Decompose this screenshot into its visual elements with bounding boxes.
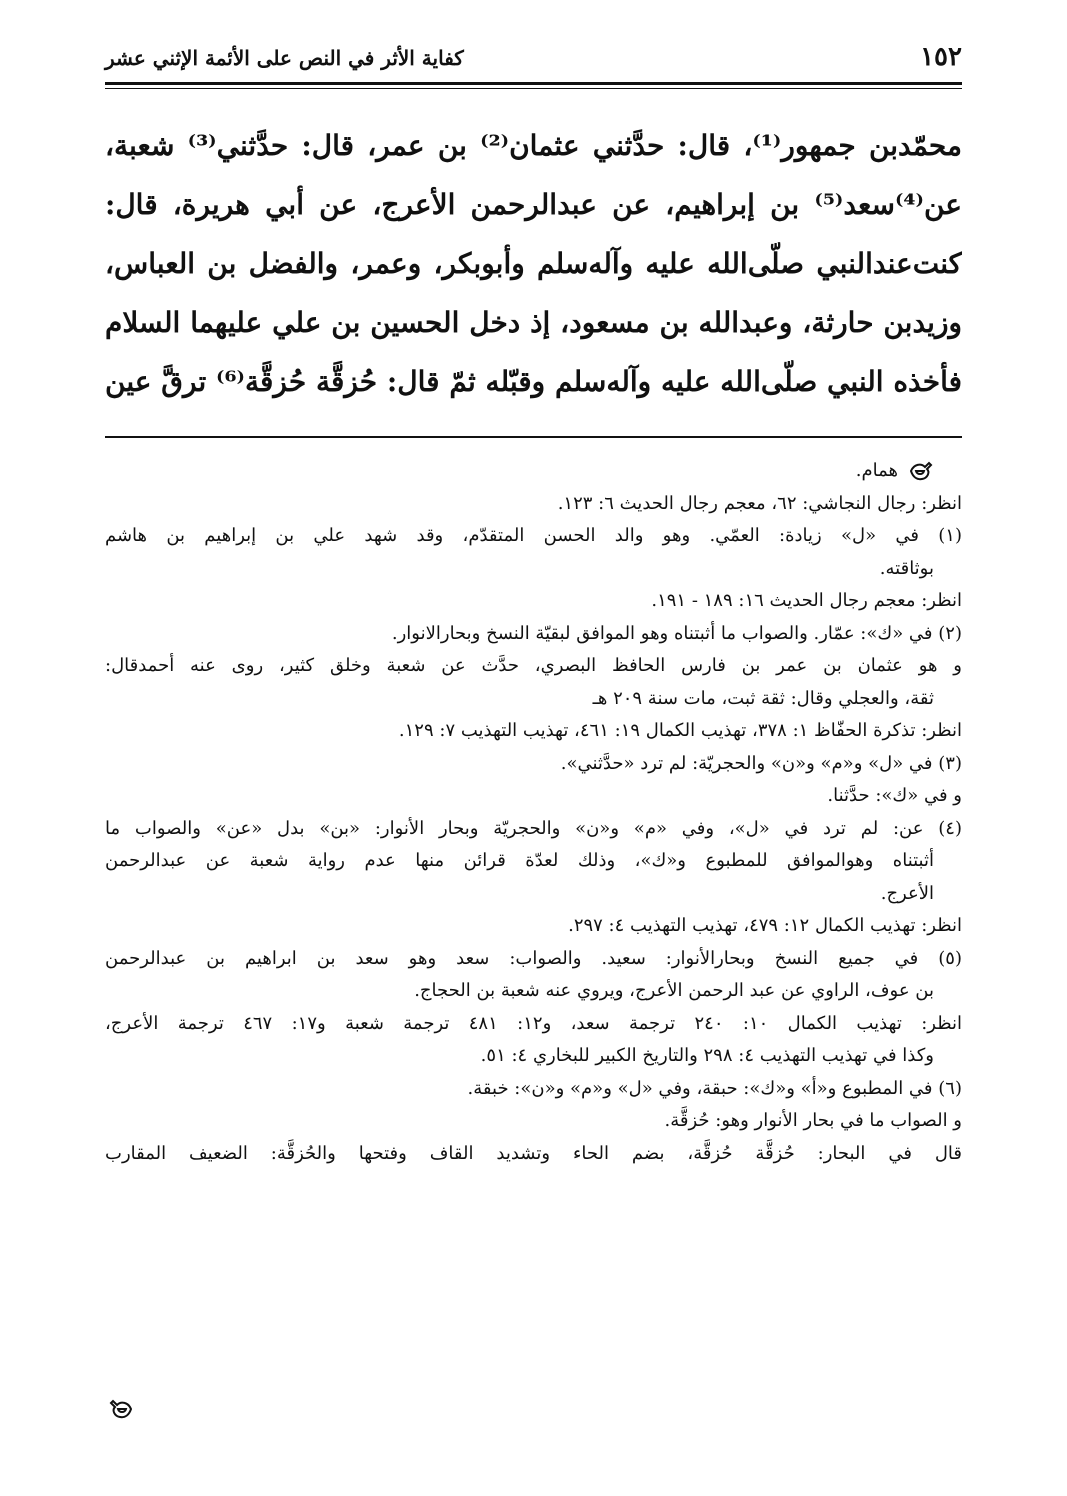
footnote-line: انظر: تذكرة الحفّاظ ١: ٣٧٨، تهذيب الكمال ١٩: ٤٦١، تهذيب التهذيب ٧: ١٢٩. [398, 720, 962, 741]
main-text-block [105, 120, 962, 415]
main-text-line: كنت‌عندالنبي صلّى‌الله عليه وآله‌سلم وأبوبكر، وعمر، والفضل بن العباس، [105, 247, 962, 280]
footnote-line: و الصواب ما في بحار الأنوار وهو: حُزقَّة. [664, 1110, 962, 1131]
footnote-line: (١) في «ل» زيادة: العمّي. وهو والد الحسن المتقدّم، وقد شهد علي بن إبراهيم بن هاشم [105, 525, 962, 546]
footnote-line: بن عوف، الراوي عن عبد الرحمن الأعرج، ويروي عنه شعبة بن الحجاج. [414, 980, 934, 1001]
footnote-line: أثبتناه وهوالموافق للمطبوع و«ك»، وذلك لعدّة قرائن منها عدم رواية شعبة عن عبدالرحمن [105, 850, 934, 871]
footnote-line: وكذا في تهذيب التهذيب ٤: ٢٩٨ والتاريخ الكبير للبخاري ٤: ٥١. [480, 1045, 934, 1066]
footnotes-block [105, 455, 962, 1170]
footnote-line: (٦) في المطبوع و«أ» و«ك»: حبقة، وفي «ل» و«م» و«ن»: خبقة. [467, 1077, 962, 1099]
footnote-line: انظر: تهذيب الكمال ١٠: ٢٤٠ ترجمة سعد، و١٢: ٤٨١ ترجمة شعبة و١٧: ٤٦٧ ترجمة الأعرج، [105, 1012, 962, 1034]
footnote-line: انظر: تهذيب الكمال ١٢: ٤٧٩، تهذيب التهذيب ٤: ٢٩٧. [568, 915, 962, 936]
header-rule-thin [105, 88, 962, 89]
footnote-separator [105, 436, 962, 438]
footnote-line: ثقة، والعجلي وقال: ثقة ثبت، مات سنة ٢٠٩ هـ [592, 687, 934, 709]
running-title: كفاية الأثر في النص على الأئمة الإثني عشر [105, 46, 464, 70]
header-rule [105, 82, 962, 85]
footnote-line: و في «ك»: حدَّثنا. [827, 785, 962, 806]
footnote-line: قال في البحار: حُزقَّة حُزقَّة، بضم الحاء وتشديد القاف وفتحها والحُزقَّة: الضعيف المقارب [105, 1142, 962, 1164]
footnote-line: (٣) في «ل» و«م» و«ن» والحجريّة: لم ترد «حدَّثني». [560, 752, 962, 774]
main-text-line: عن⁽⁴⁾سعد⁽⁵⁾ بن إبراهيم، عن عبدالرحمن الأعرج، عن أبي هريرة، قال: [105, 188, 962, 221]
continuation-arrow-icon [108, 1398, 134, 1420]
page-header [105, 38, 962, 82]
page-number: ١٥٢ [920, 42, 962, 72]
footnote-line: الأعرج. [880, 882, 934, 904]
main-text-line: وزيدبن حارثة، وعبدالله بن مسعود، إذ دخل الحسين بن علي عليهما السلام [105, 306, 962, 339]
footnote-line: (٢) في «ك»: عمّار. والصواب ما أثبتناه وهو الموافق لبقيّة النسخ وبحارالانوار. [391, 622, 962, 644]
main-text-line: محمّدبن جمهور⁽¹⁾، قال: حدَّثني عثمان⁽²⁾ بن عمر، قال: حدَّثني⁽³⁾ شعبة، [105, 129, 962, 162]
footnote-line: (٤) عن: لم ترد في «ل»، وفي «م» و«ن» والحجريّة وبحار الأنوار: «بن» بدل «عن» والصواب ما [105, 817, 962, 839]
footnote-line: انظر: معجم رجال الحديث ١٦: ١٨٩ - ١٩١. [651, 590, 962, 611]
footnote-text: همام. [855, 460, 898, 481]
footnote-line: و هو عثمان بن عمر بن فارس الحافظ البصري، حدَّث عن شعبة وخلق كثير، روى عنه أحمدقال: [105, 655, 962, 676]
footnote-line: انظر: رجال النجاشي: ٦٢، معجم رجال الحديث ٦: ١٢٣. [557, 492, 962, 514]
main-text-line: فأخذه النبي صلّى‌الله عليه وآله‌سلم وقبّله ثمّ قال: حُزقَّة حُزقَّة⁽⁶⁾ ترقَّ عين [105, 365, 962, 398]
footnote-line: (٥) في جميع النسخ وبحارالأنوار: سعيد. والصواب: سعد وهو سعد بن ابراهيم بن عبدالرحمن [105, 947, 962, 969]
footnote-continuation [105, 455, 962, 488]
continuation-arrow-icon [908, 460, 934, 482]
footnote-line: بوثاقته. [879, 557, 934, 579]
